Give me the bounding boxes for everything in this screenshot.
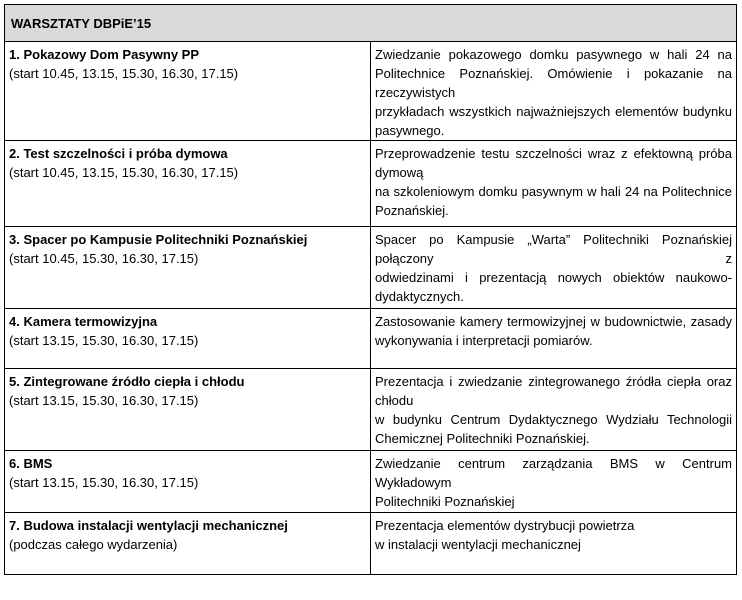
table-row	[5, 227, 737, 309]
workshop-table	[4, 4, 737, 575]
workshop-title: 6. BMS	[9, 456, 53, 471]
description-line: Zwiedzanie pokazowego domku pasywnego w hali 24 na	[375, 47, 732, 62]
table-row	[5, 42, 737, 141]
description-line: Spacer po Kampusie „Warta” Politechniki Poznańskiej połączony z	[375, 232, 732, 266]
description-line: Politechniki Poznańskiej	[375, 494, 515, 509]
description-line: dydaktycznych.	[375, 289, 464, 304]
description-line: wykonywania i interpretacji pomiarów.	[375, 333, 593, 348]
workshop-title: 3. Spacer po Kampusie Politechniki Poznańskiej	[9, 232, 308, 247]
workshop-description-cell	[371, 369, 737, 451]
table-row	[5, 369, 737, 451]
workshop-times: (start 13.15, 15.30, 16.30, 17.15)	[9, 393, 199, 408]
table-header: WARSZTATY DBPiE’15	[5, 5, 737, 42]
description-line: przykładach wszystkich najważniejszych elementów budynku	[375, 104, 732, 119]
table-row	[5, 141, 737, 227]
workshop-title-cell	[5, 513, 371, 575]
workshop-times: (start 13.15, 15.30, 16.30, 17.15)	[9, 475, 199, 490]
workshop-title-cell	[5, 451, 371, 513]
description-line: w instalacji wentylacji mechanicznej	[375, 537, 581, 552]
description-line: Chemicznej Politechniki Poznańskiej.	[375, 431, 590, 446]
table-header-row	[5, 5, 737, 42]
workshop-title-cell	[5, 42, 371, 141]
table-row	[5, 451, 737, 513]
workshop-description-cell	[371, 309, 737, 369]
description-line: pasywnego.	[375, 123, 445, 138]
workshop-title-cell	[5, 369, 371, 451]
workshop-description-cell	[371, 42, 737, 141]
workshop-times: (start 10.45, 13.15, 15.30, 16.30, 17.15)	[9, 66, 239, 81]
workshop-description-cell	[371, 227, 737, 309]
description-line: Przeprowadzenie testu szczelności wraz z efektowną próba dymową	[375, 146, 732, 180]
description-line: odwiedzinami i prezentacją nowych obiektów naukowo-	[375, 270, 732, 285]
workshop-title: 1. Pokazowy Dom Pasywny PP	[9, 47, 200, 62]
workshop-title: 4. Kamera termowizyjna	[9, 314, 158, 329]
workshop-title: 7. Budowa instalacji wentylacji mechanicznej	[9, 518, 288, 533]
description-line: Prezentacja i zwiedzanie zintegrowanego źródła ciepła oraz chłodu	[375, 374, 732, 408]
workshop-title: 5. Zintegrowane źródło ciepła i chłodu	[9, 374, 245, 389]
workshop-title-cell	[5, 141, 371, 227]
workshop-times: (start 13.15, 15.30, 16.30, 17.15)	[9, 333, 199, 348]
workshop-times: (podczas całego wydarzenia)	[9, 537, 178, 552]
workshop-title: 2. Test szczelności i próba dymowa	[9, 146, 228, 161]
workshop-description-cell	[371, 451, 737, 513]
description-line: w budynku Centrum Dydaktycznego Wydziału Technologii	[375, 412, 732, 427]
workshop-times: (start 10.45, 15.30, 16.30, 17.15)	[9, 251, 199, 266]
description-line: Politechnice Poznańskiej. Omówienie i pokazanie na rzeczywistych	[375, 66, 732, 100]
description-line: Poznańskiej.	[375, 203, 449, 218]
workshop-description-cell	[371, 513, 737, 575]
workshop-title-cell	[5, 227, 371, 309]
workshop-title-cell	[5, 309, 371, 369]
description-line: Prezentacja elementów dystrybucji powietrza	[375, 518, 635, 533]
table-row	[5, 513, 737, 575]
workshop-times: (start 10.45, 13.15, 15.30, 16.30, 17.15)	[9, 165, 239, 180]
description-line: na szkoleniowym domku pasywnym w hali 24 na Politechnice	[375, 184, 732, 199]
table-row	[5, 309, 737, 369]
workshop-description-cell	[371, 141, 737, 227]
description-line: Zastosowanie kamery termowizyjnej w budownictwie, zasady	[375, 314, 732, 329]
description-line: Zwiedzanie centrum zarządzania BMS w Centrum Wykładowym	[375, 456, 732, 490]
